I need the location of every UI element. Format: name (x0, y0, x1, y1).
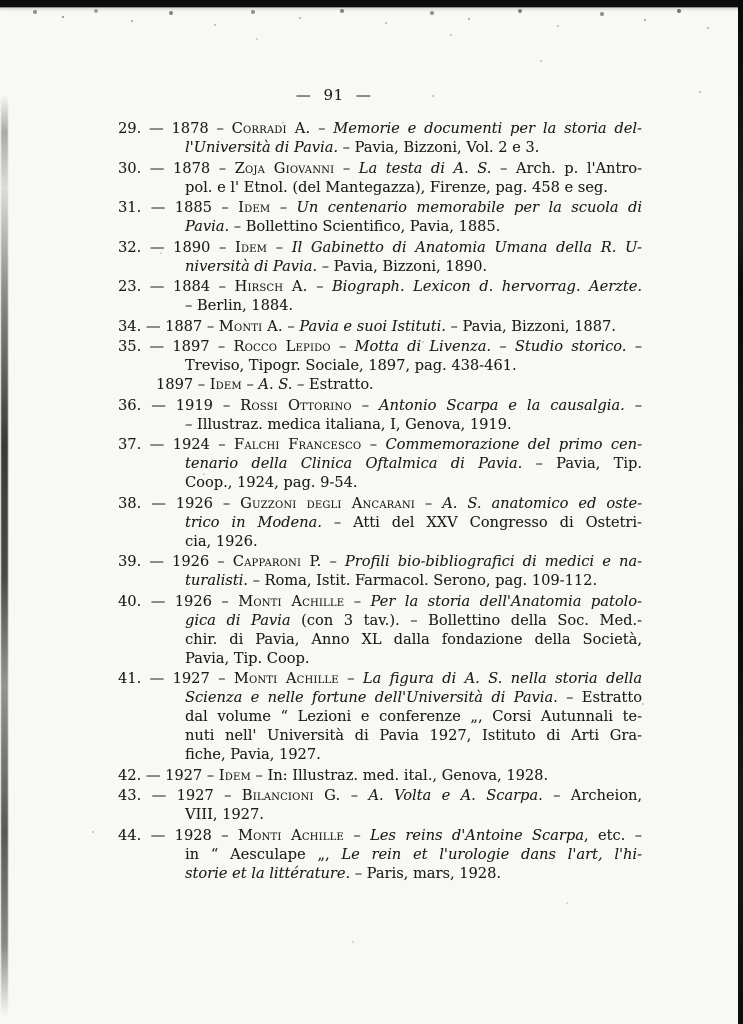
bibliography-entry (118, 198, 642, 236)
text-segment: – Pavia, Bizzoni, Vol. 2 e 3. (338, 139, 540, 156)
entry-line (118, 337, 642, 356)
text-segment: – Pavia, Tip. (522, 455, 642, 472)
text-segment: Pavia e suoi Istituti. (299, 317, 446, 335)
text-segment: 23. — 1884 – (118, 278, 235, 295)
bibliography-entry (118, 552, 642, 590)
page-number: — 91 — (295, 86, 372, 104)
entry-line (118, 494, 642, 513)
text-segment: 39. — 1926 – (118, 553, 233, 570)
text-segment: – (343, 826, 371, 844)
entry-line (118, 396, 642, 415)
text-segment: Profili bio-bibliografici di medici e na- (344, 553, 643, 570)
text-segment: – (338, 670, 363, 687)
text-segment: – (241, 376, 259, 393)
text-segment: Treviso, Tipogr. Sociale, 1897, pag. 438-461. (185, 357, 517, 374)
bibliography-entry (118, 277, 642, 315)
entry-line (118, 571, 642, 590)
text-segment: Commemorazione del primo cen- (385, 436, 642, 453)
scan-artifact-binding-streak (1, 95, 8, 1017)
entry-line (118, 707, 642, 726)
entry-line (118, 277, 642, 296)
entry-line (118, 356, 642, 375)
text-segment: 37. — 1924 – (118, 436, 235, 453)
bibliography-entry (118, 317, 642, 336)
text-segment: Pavia, Tip. Coop. (185, 649, 310, 667)
text-segment: Bilancioni G. (241, 787, 341, 804)
text-segment: in “ Aesculape „, (185, 845, 342, 863)
bibliography-entry (118, 337, 642, 394)
text-segment: nuti nell' Università di Pavia 1927, Istituto di Arti Gra- (185, 727, 642, 744)
text-segment: – Roma, Istit. Farmacol. Serono, pag. 109-112. (247, 572, 598, 589)
entry-line (118, 688, 642, 707)
text-segment: storie et la littérature. (185, 864, 351, 882)
text-segment: – Berlin, 1884. (185, 297, 294, 314)
text-segment: Pavia. (185, 218, 230, 235)
text-segment: fiche, Pavia, 1927. (185, 746, 321, 763)
text-segment: Scienza e nelle fortune dell'Università di Pavia. (185, 689, 558, 706)
text-segment: La testa di A. S. (358, 159, 492, 177)
text-segment: – (344, 592, 371, 610)
entry-line (118, 745, 642, 764)
bibliography-entry (118, 592, 642, 668)
scan-artifact-right-edge (738, 0, 743, 1024)
entry-line (118, 435, 642, 454)
entry-line (118, 532, 642, 551)
text-segment: Falchi Francesco (234, 436, 362, 453)
entry-line (118, 317, 642, 336)
text-segment: A. S. (258, 376, 293, 393)
text-segment: (con 3 tav.). – Bollettino della Soc. Med.- (290, 611, 642, 629)
entry-line (118, 649, 642, 668)
text-segment: 41. — 1927 – (118, 670, 234, 687)
text-segment: , etc. – (583, 826, 643, 844)
text-segment: 31. — 1885 – (118, 199, 239, 216)
text-segment: – Pavia, Bizzoni, 1890. (317, 257, 488, 275)
text-segment: Per la storia dell'Anatomia patolo- (370, 592, 642, 610)
entry-line (118, 845, 642, 864)
text-segment: – (334, 159, 359, 177)
entry-line (118, 296, 642, 315)
bibliography-entry (118, 435, 642, 492)
entry-line (118, 178, 642, 197)
text-segment: tenario della Clinica Oftalmica di Pavia. (185, 455, 523, 472)
text-segment: Motta di Livenza. – Studio storico. – (354, 338, 642, 355)
entry-line (118, 159, 642, 178)
entry-line (118, 552, 642, 571)
text-segment: Idem (209, 376, 242, 393)
text-segment: 42. — 1927 – (118, 766, 219, 784)
text-segment: trico in Modena. (185, 513, 322, 531)
text-segment: – Illustraz. medica italiana, I, Genova, 1919. (185, 415, 512, 433)
entry-line (118, 454, 642, 473)
entry-line (118, 513, 642, 532)
text-segment: 30. — 1878 – (118, 159, 235, 177)
text-segment: La figura di A. S. nella storia della (362, 670, 643, 687)
entry-line (118, 630, 642, 649)
text-segment: turalisti. (185, 572, 248, 589)
text-segment: Un centenario memorabile per la scuola di (296, 199, 642, 216)
text-segment: – In: Illustraz. med. ital., Genova, 1928. (250, 766, 549, 784)
text-segment: 38. — 1926 – (118, 494, 241, 512)
text-segment: Monti Achille (233, 670, 339, 687)
entry-line (118, 415, 642, 434)
text-segment: 29. — 1878 – (118, 120, 232, 137)
entry-line (118, 238, 642, 257)
entry-line (118, 592, 642, 611)
entry-line (118, 864, 642, 883)
entry-line (118, 805, 642, 824)
text-segment: – Estratto. (292, 376, 374, 393)
text-segment: l'Università di Pavia. (185, 139, 339, 156)
bibliography-entry (118, 119, 642, 157)
entry-line (118, 217, 642, 236)
text-segment: gica di Pavia (185, 611, 291, 629)
text-segment: chir. di Pavia, Anno XL dalla fondazione della Società, (185, 630, 642, 648)
scan-artifact-top-band (0, 0, 743, 7)
text-segment: – (282, 317, 300, 335)
text-segment: – Pavia, Bizzoni, 1887. (445, 317, 616, 335)
text-segment: Coop., 1924, pag. 9-54. (185, 474, 358, 491)
text-segment: Les reins d'Antoine Scarpa (370, 826, 584, 844)
text-segment: 35. — 1897 – (118, 338, 234, 355)
text-segment: – Estratto (557, 689, 642, 706)
entry-line (118, 726, 642, 745)
text-segment: – (267, 238, 292, 256)
entry-line (118, 375, 642, 394)
bibliography-entry (118, 826, 642, 883)
text-segment: Le rein et l'urologie dans l'art, l'hi- (341, 845, 642, 863)
text-segment: Corradi A. (231, 120, 311, 137)
text-segment: 44. — 1928 – (118, 826, 238, 844)
text-segment: cia, 1926. (185, 532, 258, 550)
text-segment: – (310, 120, 334, 137)
text-segment: Idem (218, 766, 251, 784)
text-segment: 34. — 1887 – (118, 317, 219, 335)
text-segment: A. Volta e A. Scarpa. (368, 787, 543, 804)
bibliography-entry (118, 238, 642, 276)
scan-artifact-speckles (0, 0, 2, 2)
text-segment: 1897 – (156, 376, 210, 393)
text-segment: niversità di Pavia. (185, 257, 318, 275)
text-segment: pol. e l' Etnol. (del Mantegazza), Firenze, pag. 458 e seg. (185, 178, 608, 196)
text-segment: – (321, 553, 345, 570)
entry-line (118, 138, 642, 157)
bibliography-entry (118, 494, 642, 551)
entry-line (118, 766, 642, 785)
text-segment: – Atti del XXV Congresso di Ostetri- (321, 513, 642, 531)
bibliography-entry (118, 159, 642, 197)
text-segment: Monti Achille (237, 826, 344, 844)
text-segment: A. S. anatomico ed oste- (442, 494, 643, 512)
text-segment: Biograph. Lexicon d. hervorrag. Aerzte. (331, 278, 643, 295)
text-segment: – (351, 396, 379, 414)
text-segment: – (270, 199, 297, 216)
text-segment: 36. — 1919 – (118, 396, 241, 414)
text-segment: Guzzoni degli Ancarani (240, 494, 415, 512)
text-segment: 40. — 1926 – (118, 592, 239, 610)
bibliography-entry (118, 396, 642, 434)
text-segment: – (414, 494, 443, 512)
text-segment: – (330, 338, 355, 355)
text-segment: VIII, 1927. (185, 806, 264, 823)
text-segment: dal volume “ Lezioni e conferenze „, Corsi Autunnali te- (185, 708, 642, 725)
bibliography-entry (118, 669, 642, 764)
text-segment: Rocco Lepido (233, 338, 331, 355)
text-segment: Il Gabinetto di Anatomia Umana della R. U- (291, 238, 642, 256)
text-segment: Hirsch A. (234, 278, 308, 295)
entry-line (118, 826, 642, 845)
entry-line (118, 257, 642, 276)
text-segment: 43. — 1927 – (118, 787, 242, 804)
text-segment: Monti Achille (238, 592, 345, 610)
entry-line (118, 611, 642, 630)
text-segment: Idem (234, 238, 268, 256)
text-segment: Capparoni P. (232, 553, 322, 570)
entry-line (118, 119, 642, 138)
text-segment: – (307, 278, 332, 295)
text-segment: Rossi Ottorino (240, 396, 352, 414)
entry-line (118, 473, 642, 492)
text-segment: Memorie e documenti per la storia del- (333, 120, 642, 137)
text-segment: 32. — 1890 – (118, 238, 235, 256)
entry-line (118, 198, 642, 217)
text-segment: – Archeion, (542, 787, 643, 804)
text-segment: – Bollettino Scientifico, Pavia, 1885. (229, 218, 501, 235)
text-segment: – (361, 436, 386, 453)
text-segment: Zoja Giovanni (234, 159, 335, 177)
bibliography-entry (118, 786, 642, 824)
bibliography-list (118, 119, 642, 884)
text-segment: – Arch. p. l'Antro- (491, 159, 642, 177)
text-segment: – Paris, mars, 1928. (350, 864, 502, 882)
text-segment: – (340, 787, 369, 804)
text-segment: Idem (238, 199, 271, 216)
text-segment: Antonio Scarpa e la causalgia. – (379, 396, 643, 414)
bibliography-entry (118, 766, 642, 785)
entry-line (118, 786, 642, 805)
entry-line (118, 669, 642, 688)
text-segment: Monti A. (218, 317, 283, 335)
